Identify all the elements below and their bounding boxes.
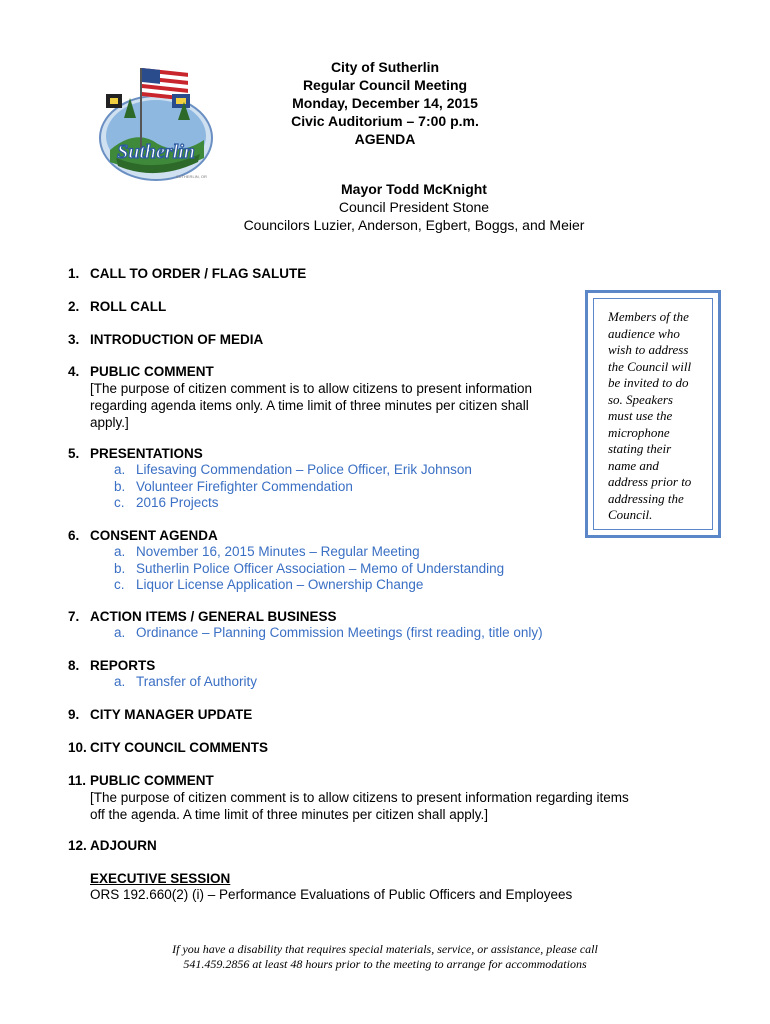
subitem-text: Transfer of Authority — [136, 674, 258, 689]
note-line: [The purpose of citizen comment is to allow citizens to present information regarding items — [90, 790, 629, 805]
agenda-item-number: 12. — [68, 838, 87, 853]
agenda-subitem — [114, 495, 219, 512]
header-meeting-type: Regular Council Meeting — [302, 77, 468, 93]
header-location: Civic Auditorium – 7:00 p.m. — [291, 113, 479, 129]
agenda-subitem — [114, 674, 257, 691]
public-comment-note — [90, 789, 690, 823]
subitem-letter: b. — [114, 478, 126, 494]
logo-fine-print: SUTHERLIN, OR — [176, 174, 207, 179]
agenda-item-title: ROLL CALL — [90, 299, 167, 314]
agenda-item-number: 10. — [68, 740, 87, 755]
audience-note-line: Members of the — [608, 309, 689, 324]
subitem-text: Sutherlin Police Officer Association – Memo of Understanding — [136, 560, 505, 576]
agenda-item-number: 6. — [68, 528, 80, 543]
subitem-letter: a. — [114, 625, 126, 640]
accessibility-footer — [0, 942, 770, 972]
audience-note-line: addressing the — [608, 490, 684, 506]
mayor-name: Mayor Todd McKnight — [341, 181, 487, 197]
agenda-item-number: 11. — [68, 773, 87, 788]
header-city: City of Sutherlin — [330, 59, 440, 75]
councilors-list: Councilors Luzier, Anderson, Egbert, Boggs, and Meier — [243, 217, 585, 233]
agenda-subitem — [114, 544, 420, 561]
agenda-item-title: PRESENTATIONS — [90, 446, 203, 461]
agenda-item-number: 3. — [68, 332, 80, 347]
agenda-item-title: ACTION ITEMS / GENERAL BUSINESS — [90, 609, 337, 624]
subitem-letter: b. — [114, 560, 126, 576]
note-line: off the agenda. A time limit of three minutes per citizen shall apply.] — [90, 807, 488, 822]
agenda-item-number: 5. — [68, 446, 80, 461]
audience-note-line: must use the — [608, 408, 673, 423]
agenda-item-title: INTRODUCTION OF MEDIA — [90, 332, 264, 347]
agenda-subitem — [114, 479, 353, 496]
audience-note-line: stating their — [608, 441, 672, 456]
audience-note-text — [608, 309, 704, 524]
agenda-subitem — [114, 462, 472, 479]
agenda-item-title: PUBLIC COMMENT — [90, 773, 214, 788]
public-comment-note — [90, 380, 576, 431]
officials-block — [0, 180, 770, 234]
agenda-item-number: 7. — [68, 609, 80, 624]
council-president: Council President Stone — [338, 199, 490, 215]
agenda-item-title: CONSENT AGENDA — [90, 528, 218, 543]
note-line: [The purpose of citizen comment is to allow citizens to present information — [90, 381, 532, 396]
meeting-header — [0, 58, 770, 148]
subitem-text: 2016 Projects — [136, 495, 219, 510]
header-agenda: AGENDA — [354, 131, 416, 147]
footer-line: If you have a disability that requires special materials, service, or assistance, please call — [172, 942, 598, 956]
subitem-text: Volunteer Firefighter Commendation — [136, 478, 353, 494]
note-line: apply.] — [90, 415, 129, 430]
agenda-item-number: 9. — [68, 707, 80, 722]
audience-note-line: Council. — [608, 507, 653, 522]
agenda-item-number: 1. — [68, 266, 80, 281]
subitem-letter: c. — [114, 577, 125, 592]
audience-note-line: so. Speakers — [608, 391, 673, 407]
note-line: regarding agenda items only. A time limit of three minutes per citizen shall — [90, 398, 529, 413]
audience-note-box — [585, 290, 721, 538]
agenda-item-title: PUBLIC COMMENT — [90, 364, 214, 379]
audience-note-line: address prior to — [608, 474, 692, 489]
subitem-letter: a. — [114, 544, 126, 559]
audience-note-line: be invited to do — [608, 375, 689, 390]
logo-text: Sutherlin — [117, 141, 195, 163]
audience-note-line: the Council will — [608, 358, 692, 374]
audience-note-line: audience who — [608, 325, 680, 341]
executive-session-text: ORS 192.660(2) (i) – Performance Evaluations of Public Officers and Employees — [90, 887, 573, 902]
subitem-letter: a. — [114, 674, 126, 689]
audience-note-line: microphone — [608, 424, 670, 440]
agenda-subitem — [114, 625, 543, 642]
footer-line: 541.459.2856 at least 48 hours prior to the meeting to arrange for accommodations — [183, 957, 587, 971]
agenda-item-number: 2. — [68, 299, 80, 314]
subitem-text: Liquor License Application – Ownership Change — [136, 577, 424, 592]
agenda-item-title: ADJOURN — [90, 838, 157, 853]
agenda-item-title: REPORTS — [90, 658, 156, 673]
agenda-subitem — [114, 577, 423, 594]
agenda-item-title: CITY COUNCIL COMMENTS — [90, 740, 269, 755]
agenda-item-number: 8. — [68, 658, 80, 673]
subitem-text: Lifesaving Commendation – Police Officer, Erik Johnson — [136, 462, 472, 477]
subitem-letter: c. — [114, 495, 125, 510]
subitem-text: Ordinance – Planning Commission Meetings (first reading, title only) — [136, 625, 543, 640]
header-date: Monday, December 14, 2015 — [292, 95, 478, 111]
agenda-subitem — [114, 561, 504, 578]
agenda-item-number: 4. — [68, 364, 80, 379]
agenda-item-title: CITY MANAGER UPDATE — [90, 707, 253, 722]
subitem-text: November 16, 2015 Minutes – Regular Meeting — [136, 544, 420, 559]
subitem-letter: a. — [114, 462, 126, 477]
audience-note-line: name and — [608, 457, 659, 473]
audience-note-line: wish to address — [608, 342, 689, 357]
agenda-item-title: CALL TO ORDER / FLAG SALUTE — [90, 266, 307, 281]
executive-session-title: EXECUTIVE SESSION — [90, 871, 231, 886]
